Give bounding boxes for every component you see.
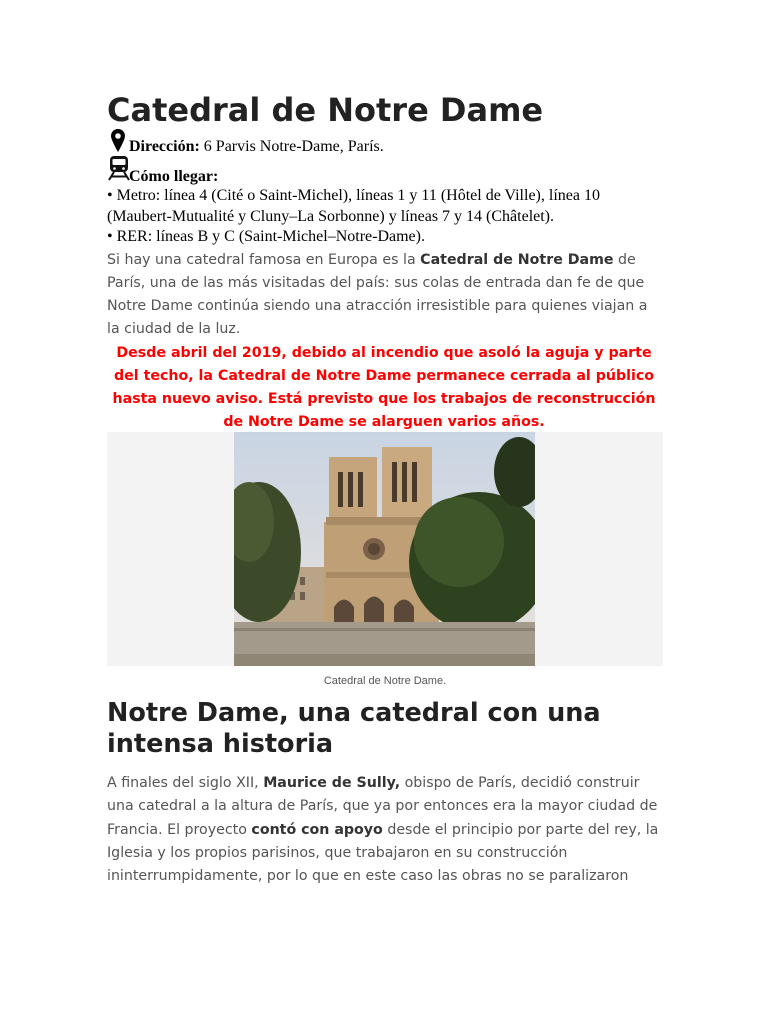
- history-bold-1: Maurice de Sully,: [263, 775, 401, 791]
- directions-heading: [129, 167, 218, 187]
- image-container: [107, 432, 663, 666]
- history-text-1: A finales del siglo XII,: [107, 775, 264, 791]
- history-paragraph: [107, 772, 663, 888]
- intro-bold: Catedral de Notre Dame: [420, 252, 614, 268]
- address-label: Dirección:: [129, 138, 200, 155]
- directions-label: Cómo llegar:: [129, 168, 219, 185]
- image-caption: Catedral de Notre Dame.: [323, 675, 447, 687]
- cathedral-photo: [234, 432, 535, 666]
- closure-alert: Desde abril del 2019, debido al incendio que asoló la aguja y parte del techo, la Catedral de Notre Dame permanece cerrada al público hasta nuevo aviso. Está previsto que los trabajos de reconstrucción de Notre Dame se alarguen varios años.: [112, 345, 656, 430]
- intro-paragraph: [107, 249, 663, 341]
- intro-text-2: de París, una de las más visitadas del país: sus colas de entrada dan fe de que Notre Dame continúa siendo una atracción irresistible para quienes viajan a la ciudad de la luz.: [107, 252, 648, 337]
- metro-line: • Metro: línea 4 (Cité o Saint-Michel), líneas 1 y 11 (Hôtel de Ville), línea 10 (Maubert-Mutualité y Cluny–La Sorbonne) y líneas 7 y 14 (Châtelet).: [107, 187, 600, 225]
- history-bold-2: contó con apoyo: [251, 821, 383, 838]
- section-heading: Notre Dame, una catedral con una intensa historia: [107, 698, 601, 759]
- history-text-2: obispo de París, decidió construir una catedral a la altura de París, que ya por entonces era la mayor ciudad de Francia. El proyecto: [107, 775, 658, 838]
- train-icon: [107, 155, 131, 181]
- directions-list: [107, 186, 663, 248]
- address-value: 6 Parvis Notre-Dame, París.: [199, 138, 384, 155]
- page-title: Catedral de Notre Dame: [107, 91, 544, 129]
- history-text-3: desde el principio por parte del rey, la Iglesia y los propios parisinos, que trabajaron en su construcción ininterrumpidamente, por lo que en este caso las obras no se paralizaron: [107, 821, 659, 885]
- address-line: [129, 137, 384, 157]
- intro-text-1: Si hay una catedral famosa en Europa es la: [107, 252, 421, 268]
- rer-line: • RER: líneas B y C (Saint-Michel–Notre-Dame).: [107, 228, 425, 245]
- map-pin-icon: [110, 128, 126, 154]
